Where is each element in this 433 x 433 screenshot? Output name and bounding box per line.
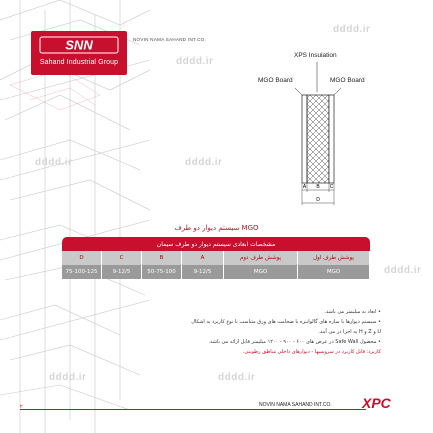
watermark: dddd.ir bbox=[35, 157, 73, 168]
table-cell: 9-12/5 bbox=[102, 265, 142, 279]
table-header-cell: A bbox=[182, 251, 224, 265]
footer-product-name: XPC bbox=[362, 395, 391, 411]
table-cell: MGO bbox=[224, 265, 298, 279]
company-header: NOVIN NAMA SAHAND INT.CO. bbox=[133, 37, 207, 42]
table-header-cell: پوشش طرف دوم bbox=[224, 251, 298, 265]
footer-company: NOVIN NAMA SAHAND INT.CO. bbox=[259, 402, 332, 408]
watermark: dddd.ir bbox=[49, 372, 87, 383]
dim-c-label: C bbox=[329, 184, 334, 190]
mgo-board-left-label: MGO Board bbox=[258, 77, 293, 84]
table-cell: 50-75-100 bbox=[142, 265, 182, 279]
table-caption: مشخصات ابعادی سیستم دیوار دو طرف سیمان bbox=[62, 237, 370, 251]
table-header-cell: پوشش طرف اول bbox=[298, 251, 370, 265]
logo-subtitle: Sahand Industrial Group bbox=[39, 59, 119, 66]
mgo-board-right bbox=[329, 95, 334, 183]
note-line: • ابعاد به میلیمتر می باشد. bbox=[324, 309, 381, 315]
table-header-cell: B bbox=[142, 251, 182, 265]
table-header-cell: C bbox=[102, 251, 142, 265]
logo-letters: SNN bbox=[65, 37, 93, 53]
page-number: ۲ bbox=[20, 404, 23, 410]
notes-block bbox=[81, 307, 381, 357]
watermark: dddd.ir bbox=[176, 56, 214, 67]
dimensions-table bbox=[62, 237, 370, 279]
usage-note: کاربرد: قابل کاربرد در سرویسها - دیوارهای داخلی مناطق رطوبتی. bbox=[242, 349, 381, 355]
wall-section-diagram bbox=[258, 50, 403, 210]
section-title: سیستم دیوار دو طرف MGO bbox=[174, 224, 259, 232]
watermark: dddd.ir bbox=[185, 157, 223, 168]
dim-a-label: A bbox=[302, 184, 307, 190]
mgo-board-left bbox=[302, 95, 307, 183]
watermark: dddd.ir bbox=[384, 265, 422, 276]
watermark: dddd.ir bbox=[333, 24, 371, 35]
dim-d-label: D bbox=[316, 197, 320, 203]
table-cell: 75-100-125 bbox=[62, 265, 102, 279]
table-cell: MGO bbox=[298, 265, 370, 279]
note-line: U و Z و H به اجرا در می آیند. bbox=[318, 329, 381, 335]
xps-insulation-label: XPS Insulation bbox=[294, 52, 337, 59]
xps-insulation-core bbox=[307, 95, 329, 183]
footer-divider bbox=[20, 409, 366, 410]
company-logo bbox=[31, 31, 127, 75]
wall-section-drawing bbox=[283, 50, 403, 210]
table-header-cell: D bbox=[62, 251, 102, 265]
table-header-row bbox=[62, 251, 370, 265]
note-line: • محصول Safe Wall در عرض های ۶۰۰ - ۹۰۰ - ۱۲۰۰ میلیمتر قابل ارائه می باشد. bbox=[208, 339, 381, 345]
table-cell: 9-12/5 bbox=[182, 265, 224, 279]
dim-b-label: B bbox=[316, 184, 320, 190]
mgo-board-right-label: MGO Board bbox=[330, 77, 365, 84]
note-line: • سیستم دیوارها با سازه های گالوانیزه با ضخامت های ورق متناسب با نوع کاربرد به اشکال bbox=[191, 319, 381, 325]
watermark: dddd.ir bbox=[218, 372, 256, 383]
table-row bbox=[62, 265, 370, 279]
snn-logo-mark bbox=[39, 36, 119, 54]
